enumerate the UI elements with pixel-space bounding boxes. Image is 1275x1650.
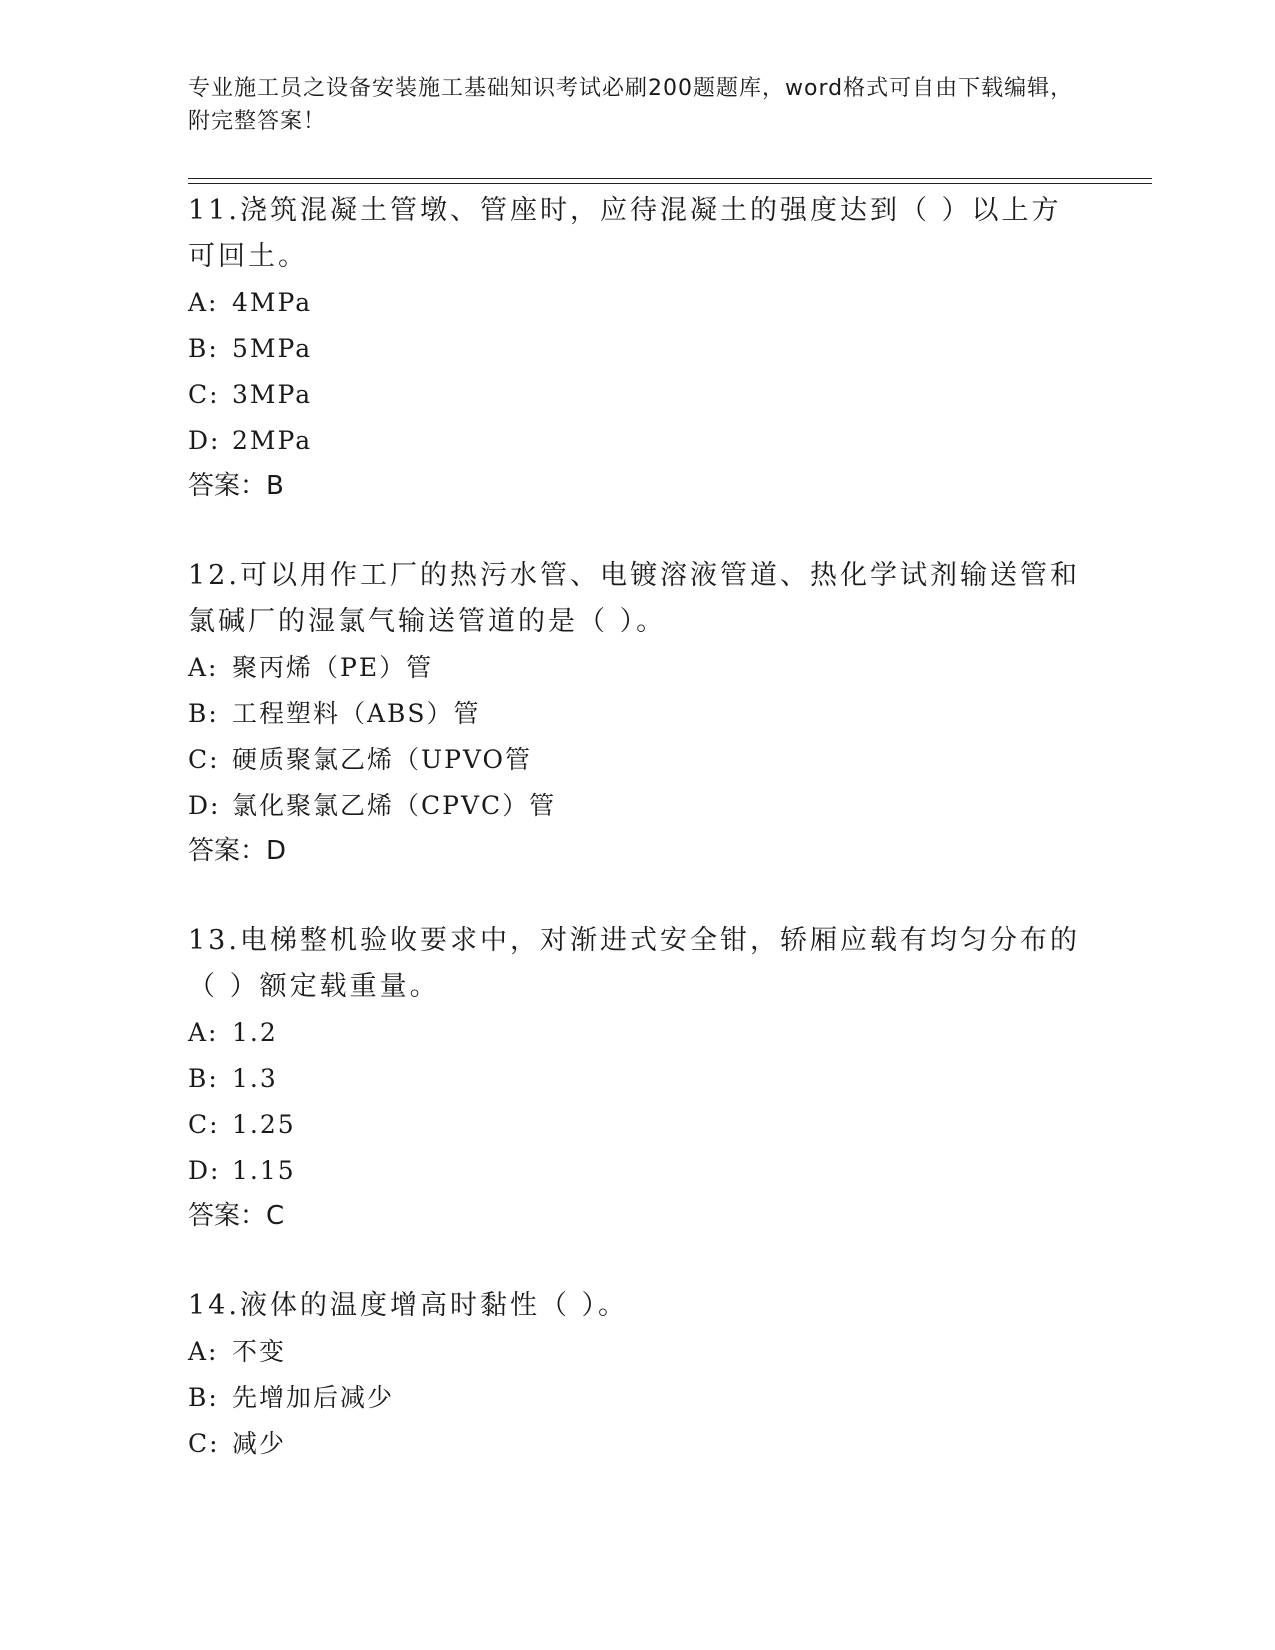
option-a (188, 280, 1088, 326)
option-text: 不变 (232, 1337, 287, 1366)
option-c (188, 737, 1088, 783)
option-letter: D: (188, 1156, 221, 1185)
option-letter: C: (188, 745, 220, 774)
option-text: 1.3 (232, 1064, 278, 1093)
document-header: 专业施工员之设备安装施工基础知识考试必刷200题题库，word格式可自由下载编辑，附完整答案！ (188, 76, 1074, 134)
question-13 (188, 918, 1088, 1238)
option-text: 聚丙烯（PE）管 (232, 653, 434, 682)
question-11 (188, 188, 1088, 508)
option-text: 氯化聚氯乙烯（CPVC）管 (232, 791, 557, 820)
header-divider-top (188, 178, 1152, 179)
option-text: 硬质聚氯乙烯（UPVO管 (232, 745, 533, 774)
option-b (188, 1056, 1088, 1102)
option-text: 3MPa (232, 380, 313, 409)
question-12 (188, 553, 1088, 873)
option-letter: A: (188, 653, 219, 682)
option-b (188, 326, 1088, 372)
option-text: 1.15 (232, 1156, 296, 1185)
option-letter: A: (188, 1337, 219, 1366)
question-14 (188, 1283, 1088, 1467)
answer-label: 答案：B (188, 471, 284, 501)
answer-label: 答案：C (188, 1201, 285, 1231)
option-c (188, 1102, 1088, 1148)
option-letter: C: (188, 380, 220, 409)
option-letter: B: (188, 1064, 219, 1093)
option-letter: A: (188, 288, 219, 317)
option-letter: B: (188, 699, 219, 728)
option-letter: C: (188, 1429, 220, 1458)
option-a (188, 1010, 1088, 1056)
header-divider-bottom (188, 183, 1152, 184)
option-letter: C: (188, 1110, 220, 1139)
option-text: 先增加后减少 (232, 1383, 395, 1412)
option-text: 2MPa (232, 426, 313, 455)
option-a (188, 1329, 1088, 1375)
option-text: 4MPa (232, 288, 313, 317)
option-text: 1.2 (232, 1018, 278, 1047)
option-letter: D: (188, 426, 221, 455)
option-c (188, 372, 1088, 418)
option-d (188, 783, 1088, 829)
question-stem: 12.可以用作工厂的热污水管、电镀溶液管道、热化学试剂输送管和氯碱厂的湿氯气输送管道的是（ ）。 (188, 560, 1080, 637)
option-d (188, 1148, 1088, 1194)
question-stem: 13.电梯整机验收要求中，对渐进式安全钳，轿厢应载有均匀分布的（ ）额定载重量。 (188, 925, 1080, 1002)
option-d (188, 418, 1088, 464)
option-text: 1.25 (232, 1110, 296, 1139)
option-letter: B: (188, 1383, 219, 1412)
option-text: 5MPa (232, 334, 313, 363)
option-text: 工程塑料（ABS）管 (232, 699, 481, 728)
option-a (188, 645, 1088, 691)
option-c (188, 1421, 1088, 1467)
question-stem: 14.液体的温度增高时黏性（ ）。 (188, 1290, 629, 1321)
option-letter: A: (188, 1018, 219, 1047)
option-b (188, 691, 1088, 737)
option-letter: B: (188, 334, 219, 363)
option-b (188, 1375, 1088, 1421)
option-letter: D: (188, 791, 221, 820)
question-stem: 11.浇筑混凝土管墩、管座时，应待混凝土的强度达到（ ）以上方可回土。 (188, 195, 1062, 272)
answer-label: 答案：D (188, 836, 287, 866)
option-text: 减少 (232, 1429, 287, 1458)
